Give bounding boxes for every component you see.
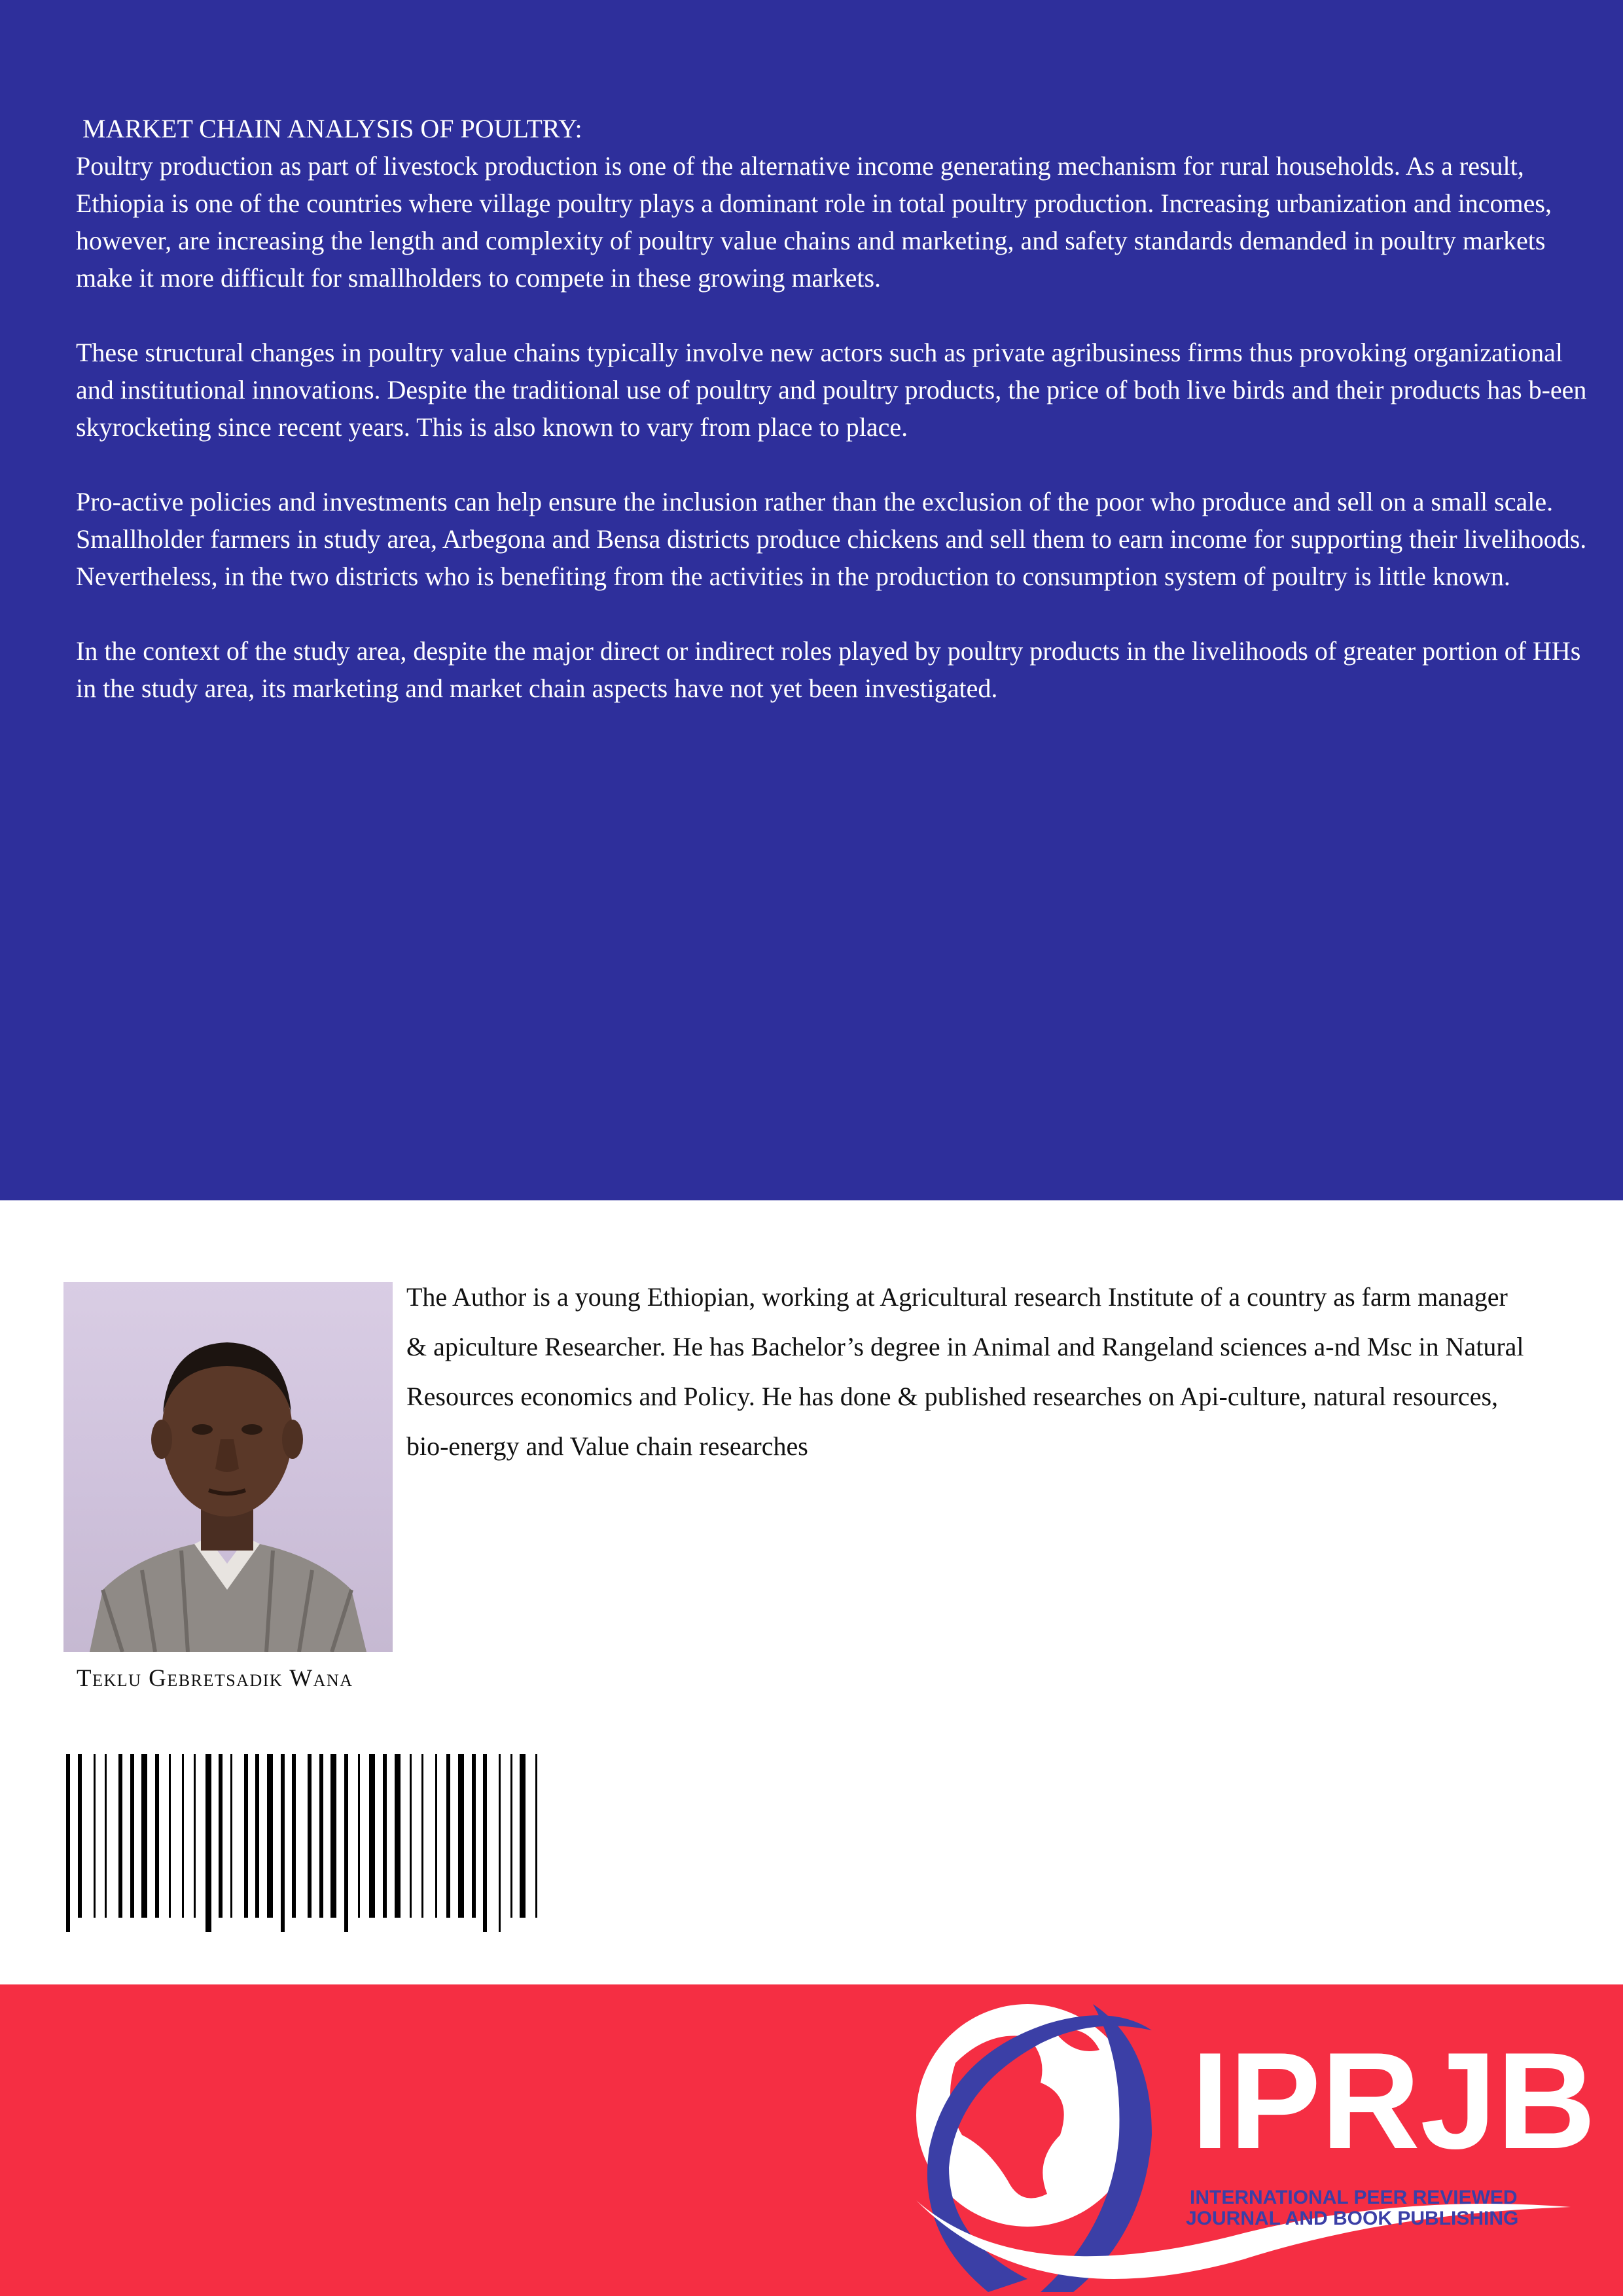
logo-tagline-line1: INTERNATIONAL PEER REVIEWED [1190,2187,1518,2208]
barcode-bar [344,1754,348,1932]
publisher-logo [877,1984,1623,2296]
barcode-bar [118,1754,122,1918]
barcode-bar [205,1754,211,1932]
blurb-paragraph: Poultry production as part of livestock production is one of the alternative income generating mechanism for rural households. As a result, Ethiopia is one of the countries where village poultry plays a dominant role in total poultry production. Increasing urbanization and incomes, however, are increasing the length and complexity of poultry value chains and marketing, and safety standards demanded in poultry markets make it more difficult for smallholders to compete in these growing markets. [76,151,1552,293]
blurb-paragraph: These structural changes in poultry value chains typically involve new actors such as private agribusiness firms thus provoking organizational and institutional innovations. Despite the traditional use of poultry and poultry products, the price of both live birds and their products has b-een skyrocketing since recent years. This is also known to vary from place to place. [76,338,1587,442]
author-portrait-icon [63,1282,393,1652]
barcode-bar [130,1754,134,1918]
barcode-bar [446,1754,450,1918]
blurb-paragraph: In the context of the study area, despite the major direct or indirect roles played by poultry products in the livelihoods of greater portion of HHs in the study area, its marketing and market chain aspects have not yet been investigated. [76,636,1581,703]
barcode-bar [358,1754,360,1918]
barcode-bar [194,1754,196,1918]
barcode-bar [458,1754,464,1918]
barcode-bar [383,1754,387,1918]
logo-wordmark: IPRJB [1191,2024,1596,2178]
barcode-bar [255,1754,259,1918]
barcode-bar [421,1754,423,1918]
barcode-bar [292,1754,296,1918]
barcode-bar [330,1754,336,1918]
author-photo [63,1282,393,1652]
barcode-bar [155,1754,159,1918]
author-name: Teklu Gebretsadik Wana [77,1665,353,1692]
barcode-bar [510,1754,512,1918]
barcode-bar [435,1754,437,1918]
barcode-bar [105,1754,107,1918]
barcode-bar [308,1754,312,1918]
barcode-bar [182,1754,184,1918]
barcode-bar [472,1754,476,1918]
barcode-bar [66,1754,70,1932]
barcode-bar [244,1754,248,1918]
logo-tagline-line2: JOURNAL AND BOOK PUBLISHING [1186,2208,1519,2229]
barcode-bar [78,1754,82,1918]
barcode-bar [319,1754,323,1918]
barcode-bar [535,1754,537,1918]
barcode-bar [369,1754,375,1918]
barcode-bar [483,1754,487,1932]
barcode-bar [267,1754,273,1918]
barcode-bar [94,1754,96,1918]
barcode-bar [281,1754,285,1932]
blurb-text [76,110,1601,707]
barcode-bar [395,1754,401,1918]
barcode-bar [169,1754,171,1918]
barcode-icon [63,1754,548,1932]
barcode-bar [230,1754,232,1918]
blurb-paragraph: Pro-active policies and investments can help ensure the inclusion rather than the exclusion of the poor who produce and sell on a small scale. Smallholder farmers in study area, Arbegona and Bensa districts produce chickens and sell them to earn income for supporting their livelihoods. Nevertheless, in the two districts who is benefiting from the activities in the production to consumption system of poultry is little known. [76,487,1587,591]
barcode-bar [499,1754,501,1932]
barcode-bar [410,1754,412,1918]
barcode-bar [520,1754,526,1918]
barcode-bar [141,1754,147,1918]
barcode-bar [219,1754,223,1918]
author-bio: The Author is a young Ethiopian, working at Agricultural research Institute of a country as farm manager & apiculture Researcher. He has Bachelor’s degree in Animal and Rangeland sciences a-nd Msc in Natural Resources economics and Policy. He has done & published researches on Api-culture, natural resources, bio-energy and Value chain researches [406,1282,1524,1461]
blurb-heading: MARKET CHAIN ANALYSIS OF POULTRY: [76,114,582,143]
